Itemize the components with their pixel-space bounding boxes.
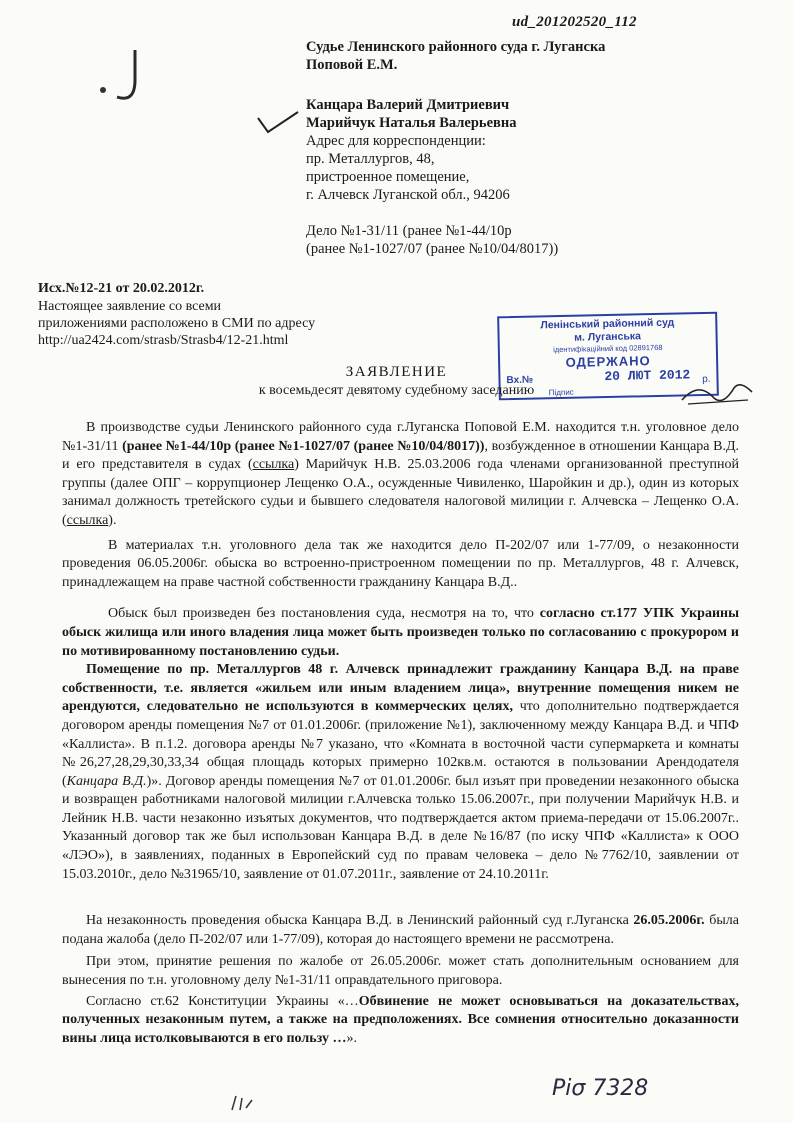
p7-text-c: ».: [346, 1030, 357, 1046]
stamp-date: 20 ЛЮТ 2012: [604, 367, 691, 385]
p4-bold-statement: Помещение по пр. Металлургов 48 г. Алчевск принадлежит гражданину Канцара В.Д. на праве собственности, т.е. является «жильем или иным владением лица», внутренние помещения никем не арендуются, следовательно не используются в коммерческих целях,: [62, 662, 739, 715]
p1-text-c: , возбужденное в отношении Канцара В.Д. и его представителя в судах (: [62, 438, 739, 473]
paragraph-3: [62, 605, 739, 661]
document-title: ЗАЯВЛЕНИЕ: [345, 364, 448, 380]
p7-text-a: Согласно ст.62 Конституции Украины «…: [86, 993, 359, 1009]
sender-name1: Канцара Валерий Дмитриевич: [306, 97, 510, 113]
p1-text-e: ).: [108, 512, 117, 528]
sender-name2: Марийчук Наталья Валерьевна: [306, 115, 517, 131]
paragraph-1: [62, 419, 739, 531]
handwritten-note: Рiσ 7328: [552, 1076, 649, 1101]
p4-text-b: что дополнительно подтверждается договором аренды помещения №7 от 01.01.2006г. (приложение №1), заключенному между Канцара В.Д. и ЧПФ «Каллиста». В п.1.2. договора аренды №7 указано, что «Комната в восточной части супермаркета и комнаты №26,27,28,29,30,33,34 общая площадь которых примерно 102кв.м. остаются в пользовании Арендодателя (: [62, 699, 740, 789]
p1-case-numbers: (ранее №1-44/10р (ранее №1-1027/07 (ранее №10/04/8017)): [122, 438, 485, 454]
sender-address-label: Адрес для корреспонденции:: [306, 133, 486, 149]
stamp-city: м. Луганська: [574, 330, 642, 344]
sender-address-line3: г. Алчевск Луганской обл., 94206: [306, 187, 510, 203]
stamp-year-suffix: р.: [702, 373, 711, 386]
stamp-court-name: Ленінський районний суд: [540, 316, 675, 332]
publication-note-line1: Настоящее заявление со всеми: [38, 299, 222, 314]
case-number-line1: Дело №1-31/11 (ранее №1-44/10р: [306, 223, 512, 239]
p3-text-a: Обыск был произведен без постановления суда, несмотря на то, что: [108, 606, 540, 622]
stamp-received: ОДЕРЖАНО: [565, 353, 651, 370]
stamp-id-code: ідентифікаційний код 02891768: [553, 342, 663, 355]
p4-italic-name: Канцара В.Д.: [66, 773, 147, 789]
outgoing-reference: Исх.№12-21 от 20.02.2012г.: [38, 281, 205, 296]
p5-text-a: На незаконность проведения обыска Канцара В.Д. в Ленинский районный суд г.Луганска: [86, 913, 634, 929]
document-subtitle: к восемьдесят девятому судебному заседанию: [258, 383, 535, 398]
sender-address-line1: пр. Металлургов, 48,: [306, 151, 435, 167]
addressee-line2: Поповой Е.М.: [306, 57, 398, 73]
stamp-incoming-number: Вх.№: [506, 374, 534, 387]
p7-constitution-quote: Обвинение не может основываться на доказательствах, полученных незаконным путем, а также на предположениях. Все сомнения относительно доказанности вины лица истолковываются в его пользу …: [62, 993, 739, 1046]
p5-text-c: была подана жалоба (дело П-202/07 или 1-77/09), которая до настоящего времени не рассмотрена.: [62, 913, 739, 947]
handwritten-checkmark: [254, 108, 304, 138]
hole-punch-mark: [95, 45, 175, 115]
paragraph-5: [62, 912, 739, 949]
publication-url: http://ua2424.com/strasb/Strasb4/12-21.html: [38, 333, 289, 348]
paragraph-4: [62, 661, 739, 884]
paragraph-7: [62, 993, 739, 1049]
paragraph-2: В материалах т.н. уголовного дела так же находится дело П-202/07 или 1-77/09, о незаконности проведения 06.05.2006г. обыска во встроенно-пристроенном помещении по пр. Металлургов, 48 г. Алчевск, принадлежащем на праве частной собственности гражданину Канцара В.Д..: [62, 537, 739, 590]
p3-law-quote: согласно ст.177 УПК Украины обыск жилища или иного владения лица может быть произведен только по согласованию с прокурором и по мотивированному постановлению судьи.: [62, 606, 740, 659]
p1-text-a: В производстве судьи Ленинского районного суда г.Луганска Поповой Е.М. находится т.н. уголовное дело №1-31/11: [62, 420, 739, 454]
p4-text-d: )». Договор аренды помещения №7 от 01.01.2006г. был изъят при проведении незаконного обыска и возвращен работниками налоговой милиции г.Алчевска только 15.06.2007г., при получении Марийчук Н.В. и Лейник Н.В. части незаконно изъятых документов, что подтверждается актом приема-передачи от 15.06.2007г.. Указанный договор так же был использован Канцара В.Д. в деле №16/87 (по иску ЧПФ «Каллиста» к ООО «ЛЭО»), в заявлениях, поданных в Европейский суд по правам человека – дело №7762/10, заявлении от 15.03.2010г., дело №31965/10, заявление от 01.07.2011г., заявление от 24.10.2011г.: [62, 773, 739, 882]
case-number-line2: (ранее №1-1027/07 (ранее №10/04/8017)): [306, 241, 559, 257]
reference-link-2[interactable]: ссылка: [66, 512, 109, 528]
sender-address-line2: пристроенное помещение,: [306, 169, 470, 185]
handwritten-mark: [228, 1092, 258, 1114]
p5-date: 26.05.2006г.: [633, 913, 705, 929]
publication-note-line2: приложениями расположено в СМИ по адресу: [38, 316, 316, 331]
document-id: ud_201202520_112: [512, 14, 637, 30]
p1-text-d: ) Марийчук Н.В. 25.03.2006 года членами организованной преступной группы (далее ОПГ – коррупционер Лещенко О.А., осужденные Чивиленко, Шаройкин и др.), один из которых занимал должность третейского судьи и бывшего следователя налоговой милиции г. Алчевска – Лещенко О.А. (: [62, 457, 739, 528]
paragraph-6: При этом, принятие решения по жалобе от 26.05.2006г. может стать дополнительным основанием для вынесения по т.н. уголовному делу №1-31/11 оправдательного приговора.: [62, 954, 739, 989]
reference-link-1[interactable]: ссылка: [252, 457, 295, 473]
document-body: [62, 419, 739, 1048]
addressee-line1: Судье Ленинского районного суда г. Луганска: [306, 39, 606, 55]
stamp-signature-label: Підпис: [548, 387, 574, 398]
